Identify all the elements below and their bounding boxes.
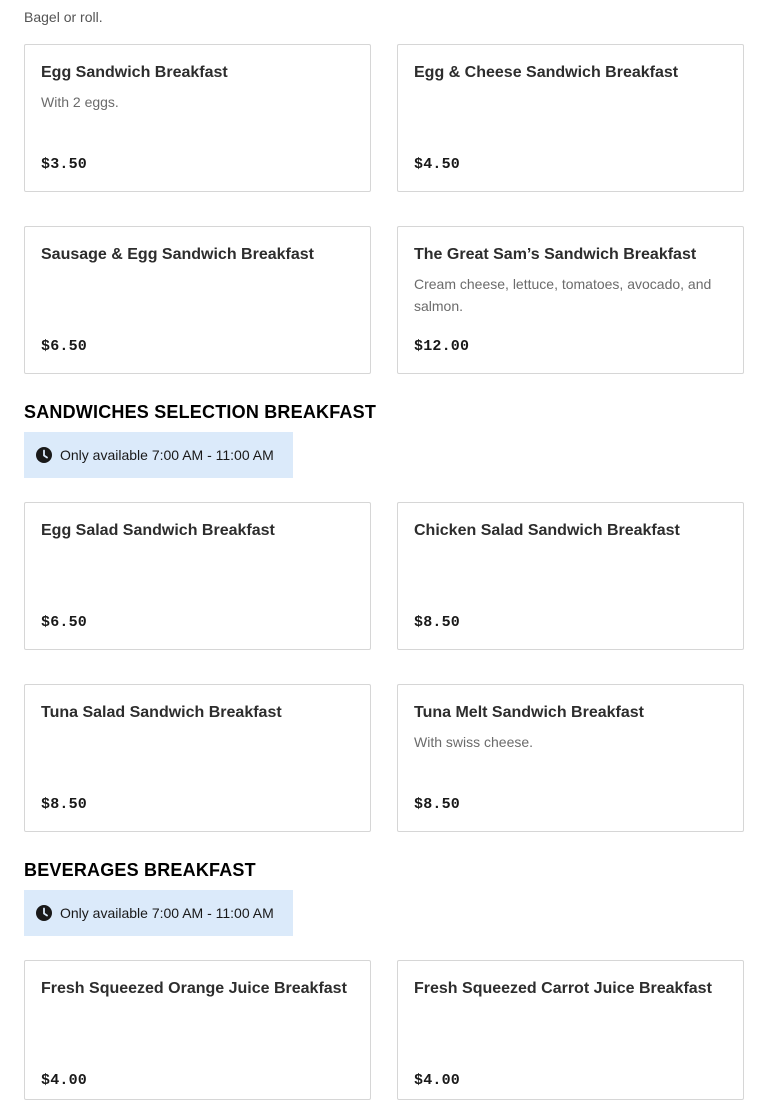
menu-item-description: Cream cheese, lettuce, tomatoes, avocado, and salmon. xyxy=(414,276,712,314)
availability-text: Only available 7:00 AM - 11:00 AM xyxy=(60,447,274,463)
menu-item-price: $6.50 xyxy=(41,614,88,631)
menu-item-card[interactable] xyxy=(397,502,744,650)
menu-item-price: $4.50 xyxy=(414,156,461,173)
menu-item-name: Tuna Salad Sandwich Breakfast xyxy=(41,704,282,721)
menu-item-price: $8.50 xyxy=(41,796,88,813)
menu-item-card[interactable] xyxy=(397,226,744,374)
section-title: BEVERAGES BREAKFAST xyxy=(24,860,256,880)
menu-item-card[interactable] xyxy=(24,684,371,832)
section-description: Bagel or roll. xyxy=(24,9,103,25)
menu-item-price: $8.50 xyxy=(414,614,461,631)
menu-item-description: With swiss cheese. xyxy=(414,734,534,750)
menu-item-name: The Great Sam’s Sandwich Breakfast xyxy=(414,246,697,263)
menu-item-price: $3.50 xyxy=(41,156,88,173)
menu-item-card[interactable] xyxy=(397,684,744,832)
menu-item-card[interactable] xyxy=(24,44,371,192)
menu-item-name: Fresh Squeezed Carrot Juice Breakfast xyxy=(414,980,712,997)
menu-item-price: $4.00 xyxy=(41,1072,88,1089)
menu-item-name: Fresh Squeezed Orange Juice Breakfast xyxy=(41,980,347,997)
menu-item-name: Sausage & Egg Sandwich Breakfast xyxy=(41,246,314,263)
menu-item-price: $4.00 xyxy=(414,1072,461,1089)
menu-item-name: Egg & Cheese Sandwich Breakfast xyxy=(414,64,679,81)
menu-item-card[interactable] xyxy=(24,502,371,650)
menu-item-price: $8.50 xyxy=(414,796,461,813)
menu-item-card[interactable] xyxy=(24,226,371,374)
availability-banner xyxy=(24,890,293,936)
menu-item-card[interactable] xyxy=(397,960,744,1100)
menu-item-name: Tuna Melt Sandwich Breakfast xyxy=(414,704,644,721)
menu-item-description: With 2 eggs. xyxy=(41,94,119,110)
menu-item-name: Egg Salad Sandwich Breakfast xyxy=(41,522,275,539)
clock-icon xyxy=(36,905,52,921)
availability-text: Only available 7:00 AM - 11:00 AM xyxy=(60,905,274,921)
availability-banner xyxy=(24,432,293,478)
menu-item-price: $12.00 xyxy=(414,338,470,355)
menu-item-card[interactable] xyxy=(397,44,744,192)
clock-icon xyxy=(36,447,52,463)
menu-item-name: Egg Sandwich Breakfast xyxy=(41,64,228,81)
menu-item-price: $6.50 xyxy=(41,338,88,355)
menu-item-card[interactable] xyxy=(24,960,371,1100)
section-title: SANDWICHES SELECTION BREAKFAST xyxy=(24,402,377,422)
menu-item-name: Chicken Salad Sandwich Breakfast xyxy=(414,522,680,539)
